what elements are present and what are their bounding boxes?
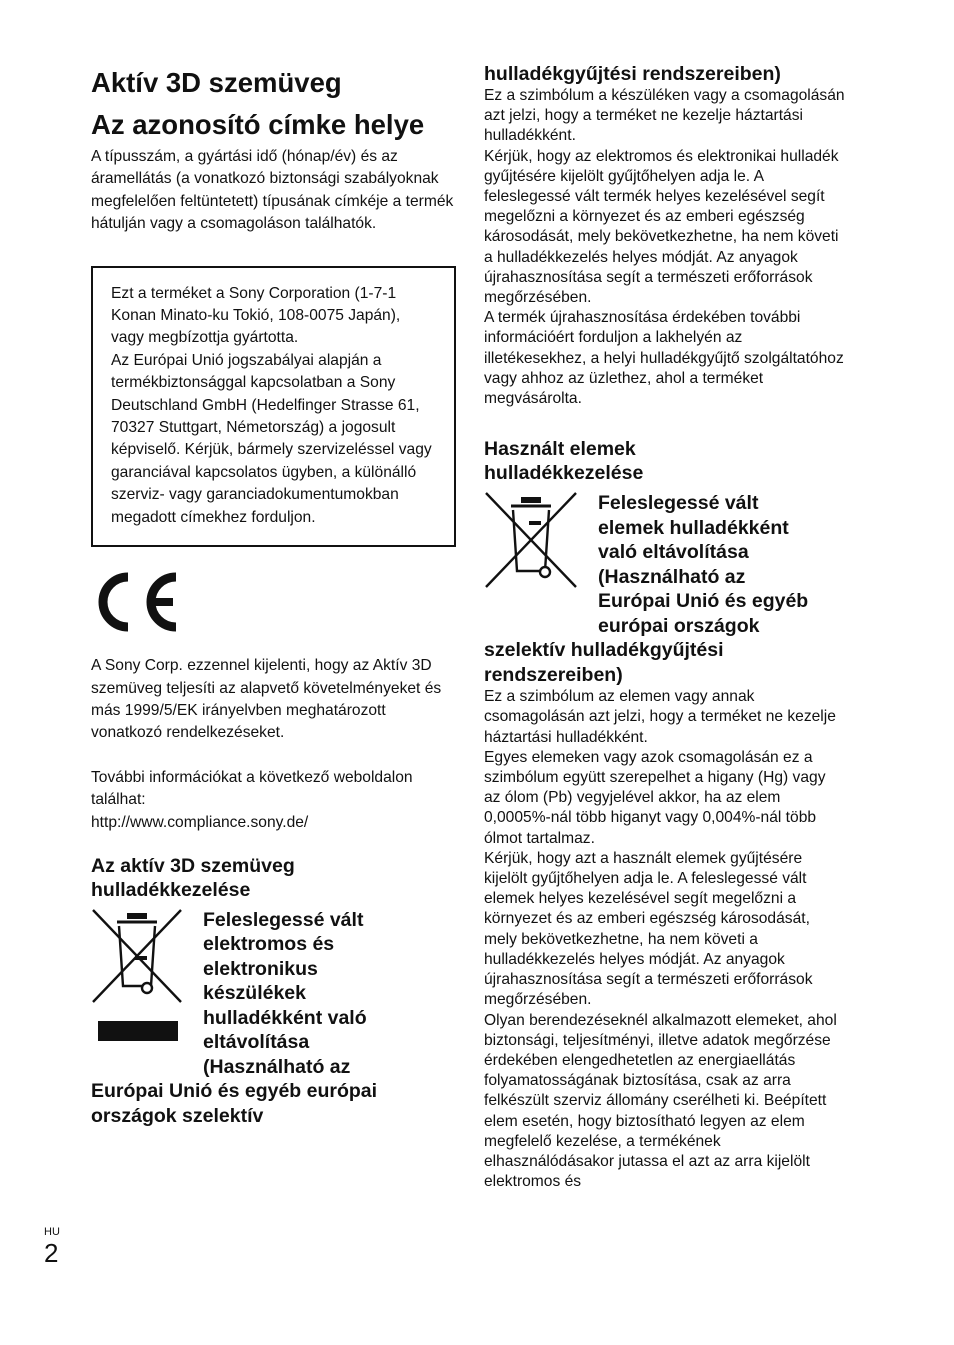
page-title bbox=[91, 62, 456, 146]
continued-heading: hulladékgyűjtési rendszereiben) bbox=[484, 63, 781, 85]
weee-symbol bbox=[91, 908, 203, 1041]
manufacturer-notice-box bbox=[91, 266, 456, 547]
intro-paragraph: A típusszám, a gyártási idő (hónap/év) és az áramellátás (a vonatkozó biztonsági szabályoknak megfelelően feltüntetett) típusának címkéje a termék hátulján vagy a csomagoláson találhatók. bbox=[91, 148, 454, 233]
right-column bbox=[484, 62, 846, 1192]
battery-sub-line-2: elemek hulladékként bbox=[598, 516, 789, 539]
battery-sub-line-6: európai országok bbox=[598, 614, 760, 637]
weee-sub-line-2: elektromos és bbox=[203, 933, 335, 956]
disposal-heading bbox=[91, 854, 456, 902]
battery-sub-cont-2: rendszereiben) bbox=[484, 663, 623, 686]
weee-sub-line-3: elektronikus bbox=[203, 957, 318, 980]
battery-paragraph-1: Ez a szimbólum az elemen vagy annak csomagolásán azt jelzi, hogy a terméket ne kezelje háztartási hulladékként. bbox=[484, 688, 836, 746]
page-number bbox=[44, 1226, 60, 1268]
battery-heading-line-2: hulladékkezelése bbox=[484, 462, 644, 485]
weee-sub-line-5: hulladékként való bbox=[203, 1006, 367, 1029]
weee-subheading bbox=[203, 908, 367, 1080]
weee-block bbox=[91, 908, 456, 1080]
notice-paragraph-1: Ezt a terméket a Sony Corporation (1-7-1 Konan Minato-ku Tokió, 108-0075 Japán), vagy megbízottja gyártotta. bbox=[111, 284, 401, 347]
weee-sub-line-6: eltávolítása bbox=[203, 1031, 310, 1054]
weee-sub-cont-1: Európai Unió és egyéb európai bbox=[91, 1080, 378, 1103]
weee-paragraph-3: A termék újrahasznosítása érdekében további információért forduljon a lakhelyén az illetékesekhez, a helyi hulladékgyűjtő szolgáltatóhoz vagy ahhoz az üzlethez, ahol a terméket megvásárolta. bbox=[484, 309, 844, 408]
battery-sub-line-5: Európai Unió és egyéb bbox=[598, 590, 809, 613]
weee-sub-line-4: készülékek bbox=[203, 982, 306, 1005]
crossed-out-wheelie-bin-icon bbox=[484, 491, 578, 589]
weee-paragraph-1: Ez a szimbólum a készüléken vagy a csomagolásán azt jelzi, hogy a terméket ne kezelje háztartási hulladékként. bbox=[484, 87, 845, 145]
battery-subheading bbox=[598, 491, 808, 638]
battery-paragraph-4: Olyan berendezéseknél alkalmazott elemeket, ahol biztonsági, teljesítményi, illetve adatok megőrzése érdekében elengedhetetlen az energiaellátás folyamatosságának biztosítása, csak az arra felkészült szerviz állomány cserélheti ki. Beépített elem esetén, hogy biztosítható legyen az elem megfelelő kezelése, a termékének elhasználódásakor jutassa el azt az arra kijelölt elektromos és bbox=[484, 1011, 837, 1191]
weee-sub-line-1: Feleslegessé vált bbox=[203, 908, 364, 931]
crossed-out-wheelie-bin-icon bbox=[91, 908, 183, 1004]
declaration-paragraph: A Sony Corp. ezzennel kijelenti, hogy az Aktív 3D szemüveg teljesíti az alapvető követelményeket és más 1999/5/EK irányelvben meghatározott vonatkozó rendelkezéseket. bbox=[91, 657, 442, 742]
title-line-2: Az azonosító címke helye bbox=[91, 109, 425, 140]
battery-paragraph-3: Kérjük, hogy azt a használt elemek gyűjtésére kijelölt gyűjtőhelyen adja le. A feleslegessé vált elemek helyes kezelésével segít megelőzni a környezet és az emberi egészség károsodását, mely bekövetkezhetne, ha nem követi a hulladékkezelés helyes módját. Az anyagok újrahasznosítása segít a természeti erőforrások megőrzésében. bbox=[484, 849, 813, 1009]
battery-subheading-continued bbox=[484, 638, 846, 687]
battery-sub-cont-1: szelektív hulladékgyűjtési bbox=[484, 639, 724, 662]
battery-sub-line-4: (Használható az bbox=[598, 565, 746, 588]
battery-heading bbox=[484, 437, 846, 485]
title-line-1: Aktív 3D szemüveg bbox=[91, 67, 342, 98]
left-column bbox=[91, 62, 456, 1128]
battery-sub-line-1: Feleslegessé vált bbox=[598, 492, 759, 515]
weee-sub-line-7: (Használható az bbox=[203, 1055, 351, 1078]
weee-subheading-continued bbox=[91, 1079, 456, 1128]
ce-mark-icon bbox=[91, 569, 183, 635]
battery-heading-line-1: Használt elemek bbox=[484, 438, 636, 461]
battery-sub-line-3: való eltávolítása bbox=[598, 541, 749, 564]
battery-paragraph-2: Egyes elemeken vagy azok csomagolásán ez a szimbólum együtt szerepelhet a higany (Hg) vagy az ólom (Pb) vegyjelével akkor, ha az elem 0,0005%-nál több higanyt vagy 0,004%-nál több ólmot tartalmaz. bbox=[484, 748, 826, 847]
more-info-text: További információkat a következő weboldalon találhat: bbox=[91, 768, 413, 809]
disposal-heading-line-2: hulladékkezelése bbox=[91, 878, 251, 901]
disposal-heading-line-1: Az aktív 3D szemüveg bbox=[91, 854, 295, 877]
compliance-url: http://www.compliance.sony.de/ bbox=[91, 813, 309, 831]
battery-weee-symbol bbox=[484, 491, 598, 594]
weee-date-bar bbox=[98, 1021, 178, 1041]
language-code: HU bbox=[44, 1226, 60, 1238]
battery-weee-block bbox=[484, 491, 846, 638]
page-number-value: 2 bbox=[44, 1238, 59, 1268]
weee-paragraph-2: Kérjük, hogy az elektromos és elektronikai hulladék gyűjtésére kijelölt gyűjtőhelyen adja le. A feleslegessé vált termék helyes kezelésével segít megelőzni a környezet és az emberi egészség károsodását, mely bekövetkezhetne, ha nem követi a hulladékkezelés helyes módját. Az anyagok újrahasznosítása segít a természeti erőforrások megőrzésében. bbox=[484, 147, 839, 307]
weee-sub-cont-2: országok szelektív bbox=[91, 1104, 264, 1127]
notice-paragraph-2: Az Európai Unió jogszabályai alapján a termékbiztonsággal kapcsolatban a Sony Deutschland GmbH (Hedelfinger Strasse 61, 70327 Stuttgart, Németország) a jogosult képviselő. Kérjük, bármely szervizeléssel vagy garanciával kapcsolatos ügyben, a különálló szerviz- vagy garanciadokumentumokban megadott címekhez forduljon. bbox=[111, 351, 432, 526]
